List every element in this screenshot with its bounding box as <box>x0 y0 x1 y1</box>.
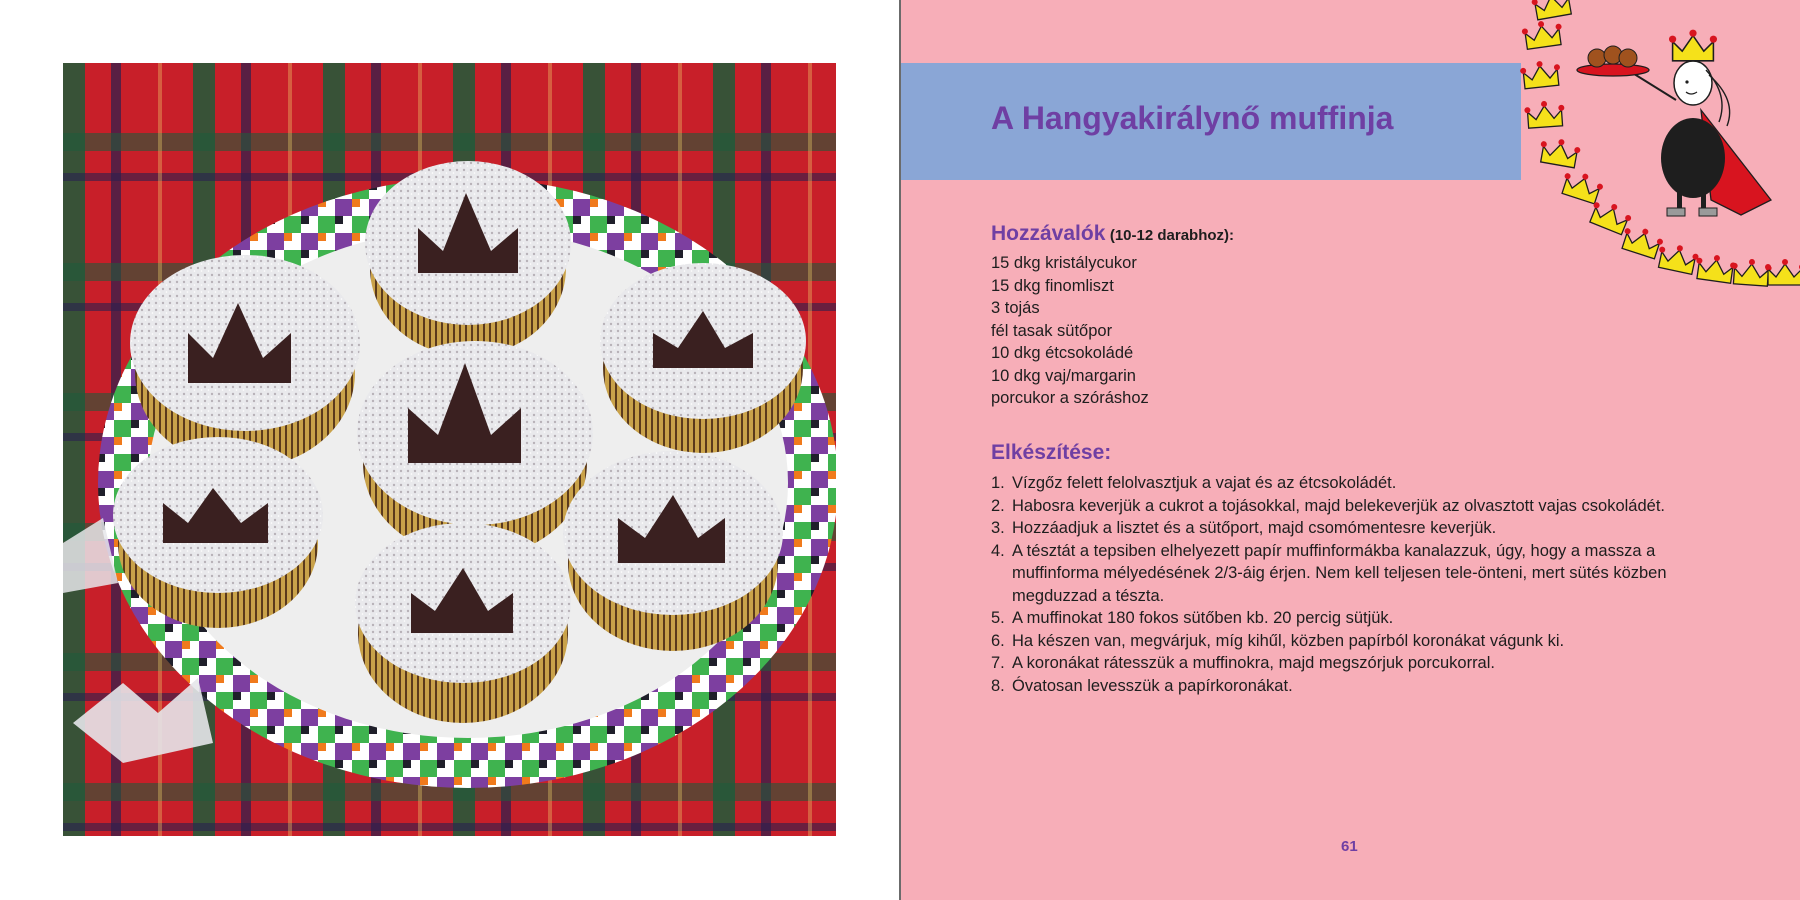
step-item <box>991 540 1711 608</box>
step-text: A koronákat rátesszük a muffinokra, majd megszórjuk porcukorral. <box>1012 654 1495 672</box>
step-text: Vízgőz felett felolvasztjuk a vajat és az étcsokoládét. <box>1012 474 1397 492</box>
step-number: 5. <box>991 609 1005 627</box>
step-text: A muffinokat 180 fokos sütőben kb. 20 percig sütjük. <box>1012 609 1394 627</box>
ingredients-list <box>991 252 1149 410</box>
ingredient-item: 10 dkg vaj/margarin <box>991 366 1136 385</box>
crown-garland <box>1519 0 1800 286</box>
step-text: Habosra keverjük a cukrot a tojásokkal, majd belekeverjük az olvasztott vajas csokoládét. <box>1012 496 1665 515</box>
muffin-left <box>130 255 360 468</box>
ingredient-item: porcukor a szóráshoz <box>991 389 1149 407</box>
ingredient-item: fél tasak sütőpor <box>991 321 1113 340</box>
step-number: 1. <box>991 474 1005 492</box>
muffin-bottom-left <box>113 437 323 628</box>
muffin-bottom-center <box>355 523 571 723</box>
step-item <box>991 652 1711 675</box>
step-number: 8. <box>991 676 1005 695</box>
muffin-bottom-right <box>563 451 783 651</box>
step-item <box>991 607 1711 630</box>
ingredients-heading <box>991 222 1234 246</box>
step-item <box>991 630 1711 653</box>
muffin-photo <box>63 63 836 836</box>
step-text: Hozzáadjuk a lisztet és a sütőport, majd csomómentesre keverjük. <box>1012 519 1497 537</box>
ingredient-item: 10 dkg étcsokoládé <box>991 344 1134 362</box>
ingredient-item: 15 dkg finomliszt <box>991 276 1114 295</box>
method-steps <box>991 472 1711 697</box>
step-number: 3. <box>991 519 1005 537</box>
ingredient-item: 3 tojás <box>991 299 1040 317</box>
step-item <box>991 495 1711 518</box>
ingredients-heading-label: Hozzávalók <box>991 222 1106 245</box>
right-page <box>901 0 1800 900</box>
ingredients-quantity: (10-12 darabhoz): <box>1109 227 1235 244</box>
ingredient-item: 15 dkg kristálycukor <box>991 254 1137 272</box>
method-heading: Elkészítése: <box>991 441 1112 464</box>
step-text: Óvatosan levesszük a papírkoronákat. <box>1012 676 1293 695</box>
ant-queen-illustration <box>1501 0 1800 310</box>
page-number: 61 <box>1341 838 1358 855</box>
step-number: 4. <box>991 541 1005 560</box>
step-number: 6. <box>991 631 1005 650</box>
muffin-top-center <box>365 161 571 356</box>
step-text: Ha készen van, megvárjuk, míg kihűl, közben papírból koronákat vágunk ki. <box>1012 631 1565 650</box>
step-item <box>991 472 1711 495</box>
step-item <box>991 675 1711 698</box>
recipe-title: A Hangyakirálynő muffinja <box>991 100 1394 136</box>
step-text: A tésztát a tepsiben elhelyezett papír muffinformákba kanalazzuk, úgy, hogy a massza a muffinforma mélyedésének 2/3-áig érjen. Nem kell teljesen tele-önteni, mert sütés közben megduzzad a tészta. <box>1012 541 1667 605</box>
step-item <box>991 517 1711 540</box>
muffin-right <box>600 263 806 453</box>
step-number: 2. <box>991 496 1005 515</box>
step-number: 7. <box>991 654 1005 672</box>
ant-queen-figure <box>1577 30 1771 216</box>
